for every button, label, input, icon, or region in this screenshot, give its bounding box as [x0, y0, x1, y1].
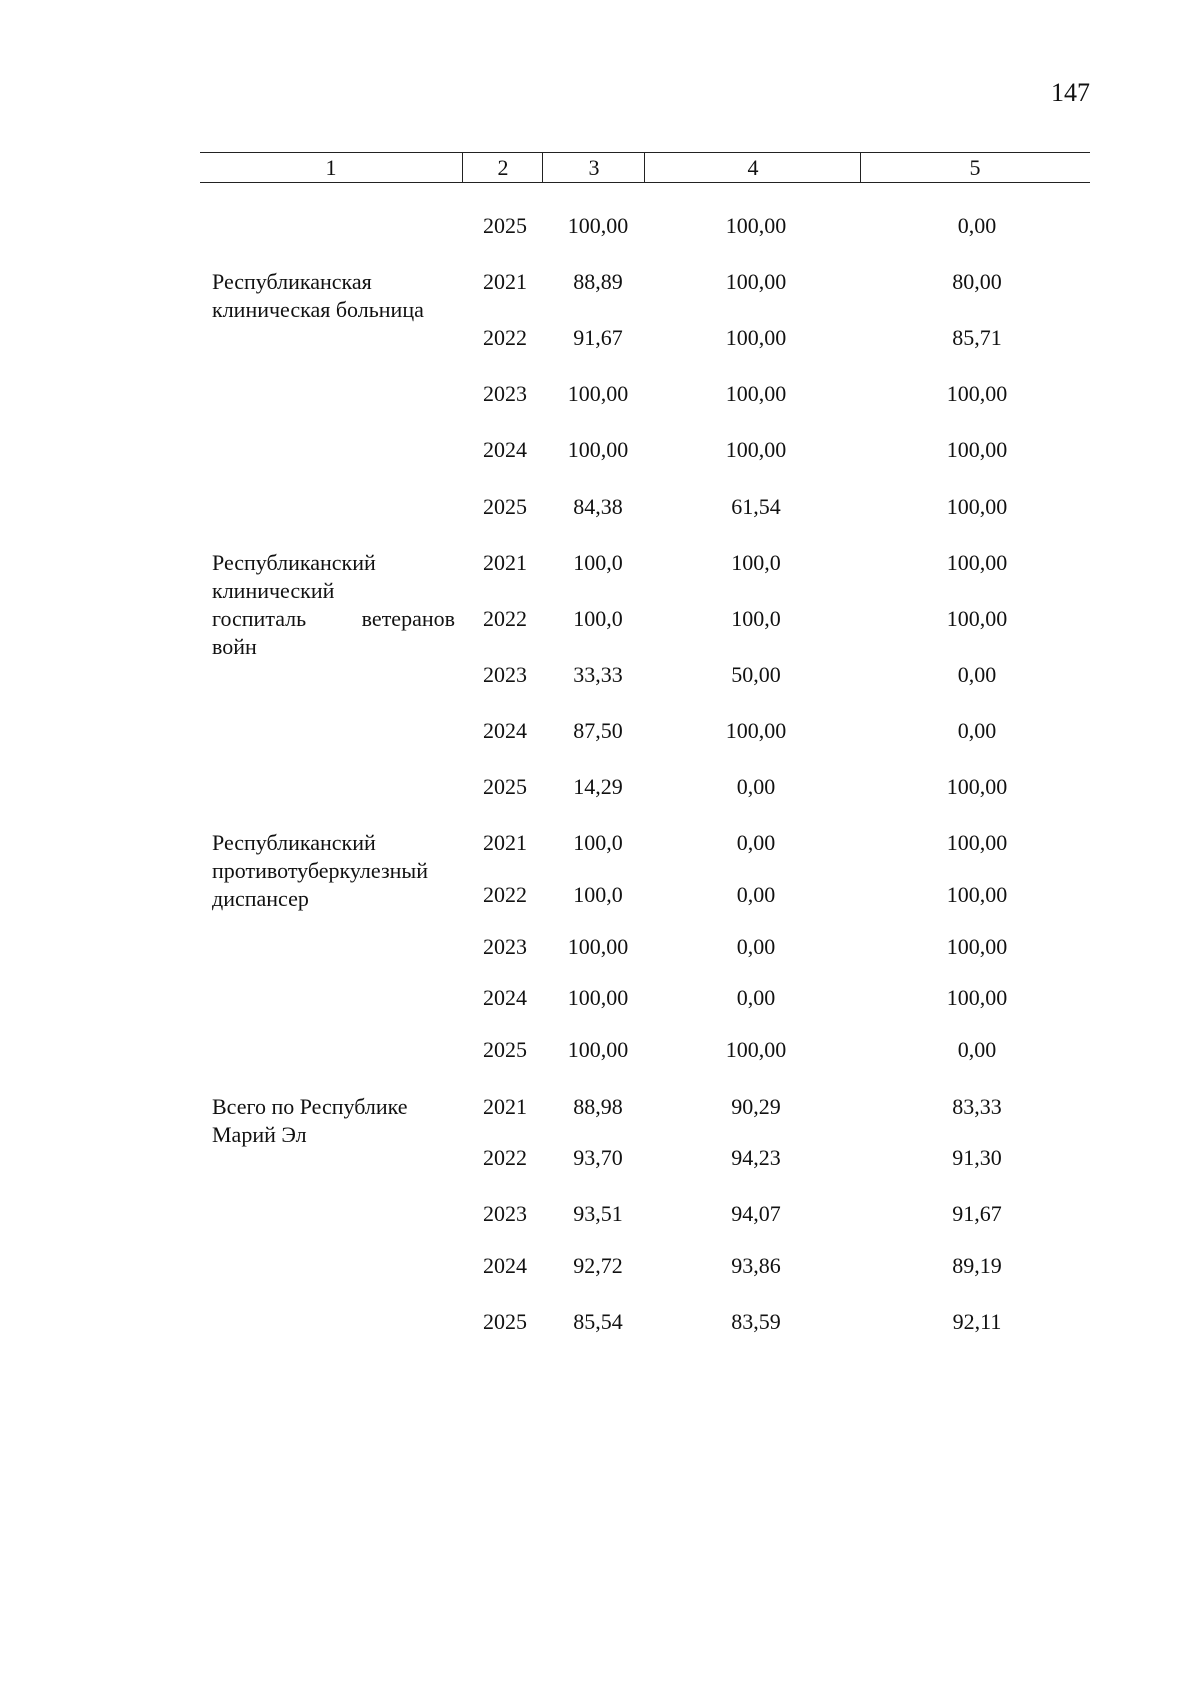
cell-c3: 100,0 [573, 882, 623, 907]
organization-name-line: клинический [212, 578, 335, 603]
organization-name-line: клиническая больница [212, 297, 424, 322]
cell-c5: 100,00 [946, 882, 1008, 907]
cell-year: 2024 [483, 718, 527, 743]
cell-c5: 91,30 [952, 1145, 1002, 1170]
cell-c3: 88,89 [573, 269, 623, 294]
cell-year: 2022 [483, 606, 527, 631]
organization-name-line: войн [212, 634, 257, 659]
cell-year: 2023 [483, 1201, 527, 1226]
cell-year: 2025 [483, 494, 527, 519]
cell-c3: 100,0 [573, 550, 623, 575]
organization-name-line: Республиканский [212, 550, 376, 575]
cell-c4: 100,00 [725, 381, 787, 406]
cell-c3: 33,33 [573, 662, 623, 687]
cell-c3: 100,00 [567, 213, 629, 238]
cell-c5: 100,00 [946, 550, 1008, 575]
cell-c5: 100,00 [946, 606, 1008, 631]
cell-c3: 92,72 [573, 1253, 623, 1278]
cell-c4: 93,86 [731, 1253, 781, 1278]
cell-year: 2025 [483, 1037, 527, 1062]
cell-c4: 0,00 [736, 985, 776, 1010]
organization-name-line: диспансер [212, 886, 309, 911]
cell-c5: 100,00 [946, 437, 1008, 462]
organization-name-line: противотуберкулезный [212, 858, 428, 883]
cell-year: 2023 [483, 662, 527, 687]
cell-c5: 100,00 [946, 494, 1008, 519]
cell-c3: 88,98 [573, 1094, 623, 1119]
cell-c3: 87,50 [573, 718, 623, 743]
cell-c3: 93,70 [573, 1145, 623, 1170]
cell-year: 2022 [483, 325, 527, 350]
cell-c4: 83,59 [731, 1309, 781, 1334]
cell-c4: 100,00 [725, 718, 787, 743]
cell-c3: 100,00 [567, 437, 629, 462]
column-header-2: 2 [462, 153, 543, 182]
cell-c4: 100,00 [725, 1037, 787, 1062]
cell-year: 2024 [483, 1253, 527, 1278]
cell-year: 2021 [483, 269, 527, 294]
cell-c4: 0,00 [736, 830, 776, 855]
cell-c3: 91,67 [573, 325, 623, 350]
column-header-3: 3 [542, 153, 645, 182]
cell-c5: 100,00 [946, 774, 1008, 799]
cell-year: 2022 [483, 882, 527, 907]
cell-c5: 91,67 [952, 1201, 1002, 1226]
cell-c4: 0,00 [736, 774, 776, 799]
cell-c5: 0,00 [957, 213, 997, 238]
cell-c4: 61,54 [731, 494, 781, 519]
cell-c5: 80,00 [952, 269, 1002, 294]
cell-c3: 100,00 [567, 985, 629, 1010]
cell-year: 2025 [483, 1309, 527, 1334]
column-header-4: 4 [644, 153, 861, 182]
column-header-5: 5 [860, 153, 1089, 182]
cell-c5: 100,00 [946, 381, 1008, 406]
organization-name [212, 1093, 455, 1149]
cell-year: 2025 [483, 774, 527, 799]
organization-name [212, 829, 455, 913]
cell-c5: 89,19 [952, 1253, 1002, 1278]
organization-name [212, 549, 455, 661]
cell-year: 2025 [483, 213, 527, 238]
cell-c3: 100,0 [573, 606, 623, 631]
cell-c5: 85,71 [952, 325, 1002, 350]
cell-c3: 93,51 [573, 1201, 623, 1226]
cell-c5: 100,00 [946, 934, 1008, 959]
cell-year: 2022 [483, 1145, 527, 1170]
cell-year: 2023 [483, 381, 527, 406]
cell-c5: 0,00 [957, 662, 997, 687]
organization-name-line: Республиканский [212, 830, 376, 855]
organization-name-line: Всего по Республике [212, 1094, 408, 1119]
cell-c3: 84,38 [573, 494, 623, 519]
cell-year: 2021 [483, 1094, 527, 1119]
cell-c3: 100,00 [567, 381, 629, 406]
cell-c5: 100,00 [946, 985, 1008, 1010]
cell-c3: 100,00 [567, 1037, 629, 1062]
cell-c4: 100,00 [725, 269, 787, 294]
cell-c5: 100,00 [946, 830, 1008, 855]
cell-c5: 92,11 [952, 1309, 1002, 1334]
cell-year: 2024 [483, 985, 527, 1010]
cell-c4: 0,00 [736, 934, 776, 959]
cell-year: 2021 [483, 550, 527, 575]
cell-c4: 100,00 [725, 213, 787, 238]
cell-c4: 94,07 [731, 1201, 781, 1226]
cell-c3: 100,0 [573, 830, 623, 855]
cell-year: 2023 [483, 934, 527, 959]
cell-year: 2024 [483, 437, 527, 462]
organization-name-line: госпиталь ветеранов [212, 606, 455, 631]
cell-c3: 85,54 [573, 1309, 623, 1334]
organization-name-line: Республиканская [212, 269, 372, 294]
cell-c3: 100,00 [567, 934, 629, 959]
cell-c4: 100,00 [725, 325, 787, 350]
cell-c3: 14,29 [573, 774, 623, 799]
cell-c4: 100,0 [731, 550, 781, 575]
cell-c4: 50,00 [731, 662, 781, 687]
cell-c5: 0,00 [957, 1037, 997, 1062]
cell-c4: 94,23 [731, 1145, 781, 1170]
page-number: 147 [1051, 78, 1090, 107]
organization-name [212, 268, 455, 324]
cell-c4: 100,0 [731, 606, 781, 631]
column-header-1: 1 [325, 155, 337, 180]
cell-c4: 100,00 [725, 437, 787, 462]
cell-c5: 83,33 [952, 1094, 1002, 1119]
cell-year: 2021 [483, 830, 527, 855]
cell-c4: 0,00 [736, 882, 776, 907]
cell-c5: 0,00 [957, 718, 997, 743]
cell-c4: 90,29 [731, 1094, 781, 1119]
organization-name-line: Марий Эл [212, 1122, 307, 1147]
